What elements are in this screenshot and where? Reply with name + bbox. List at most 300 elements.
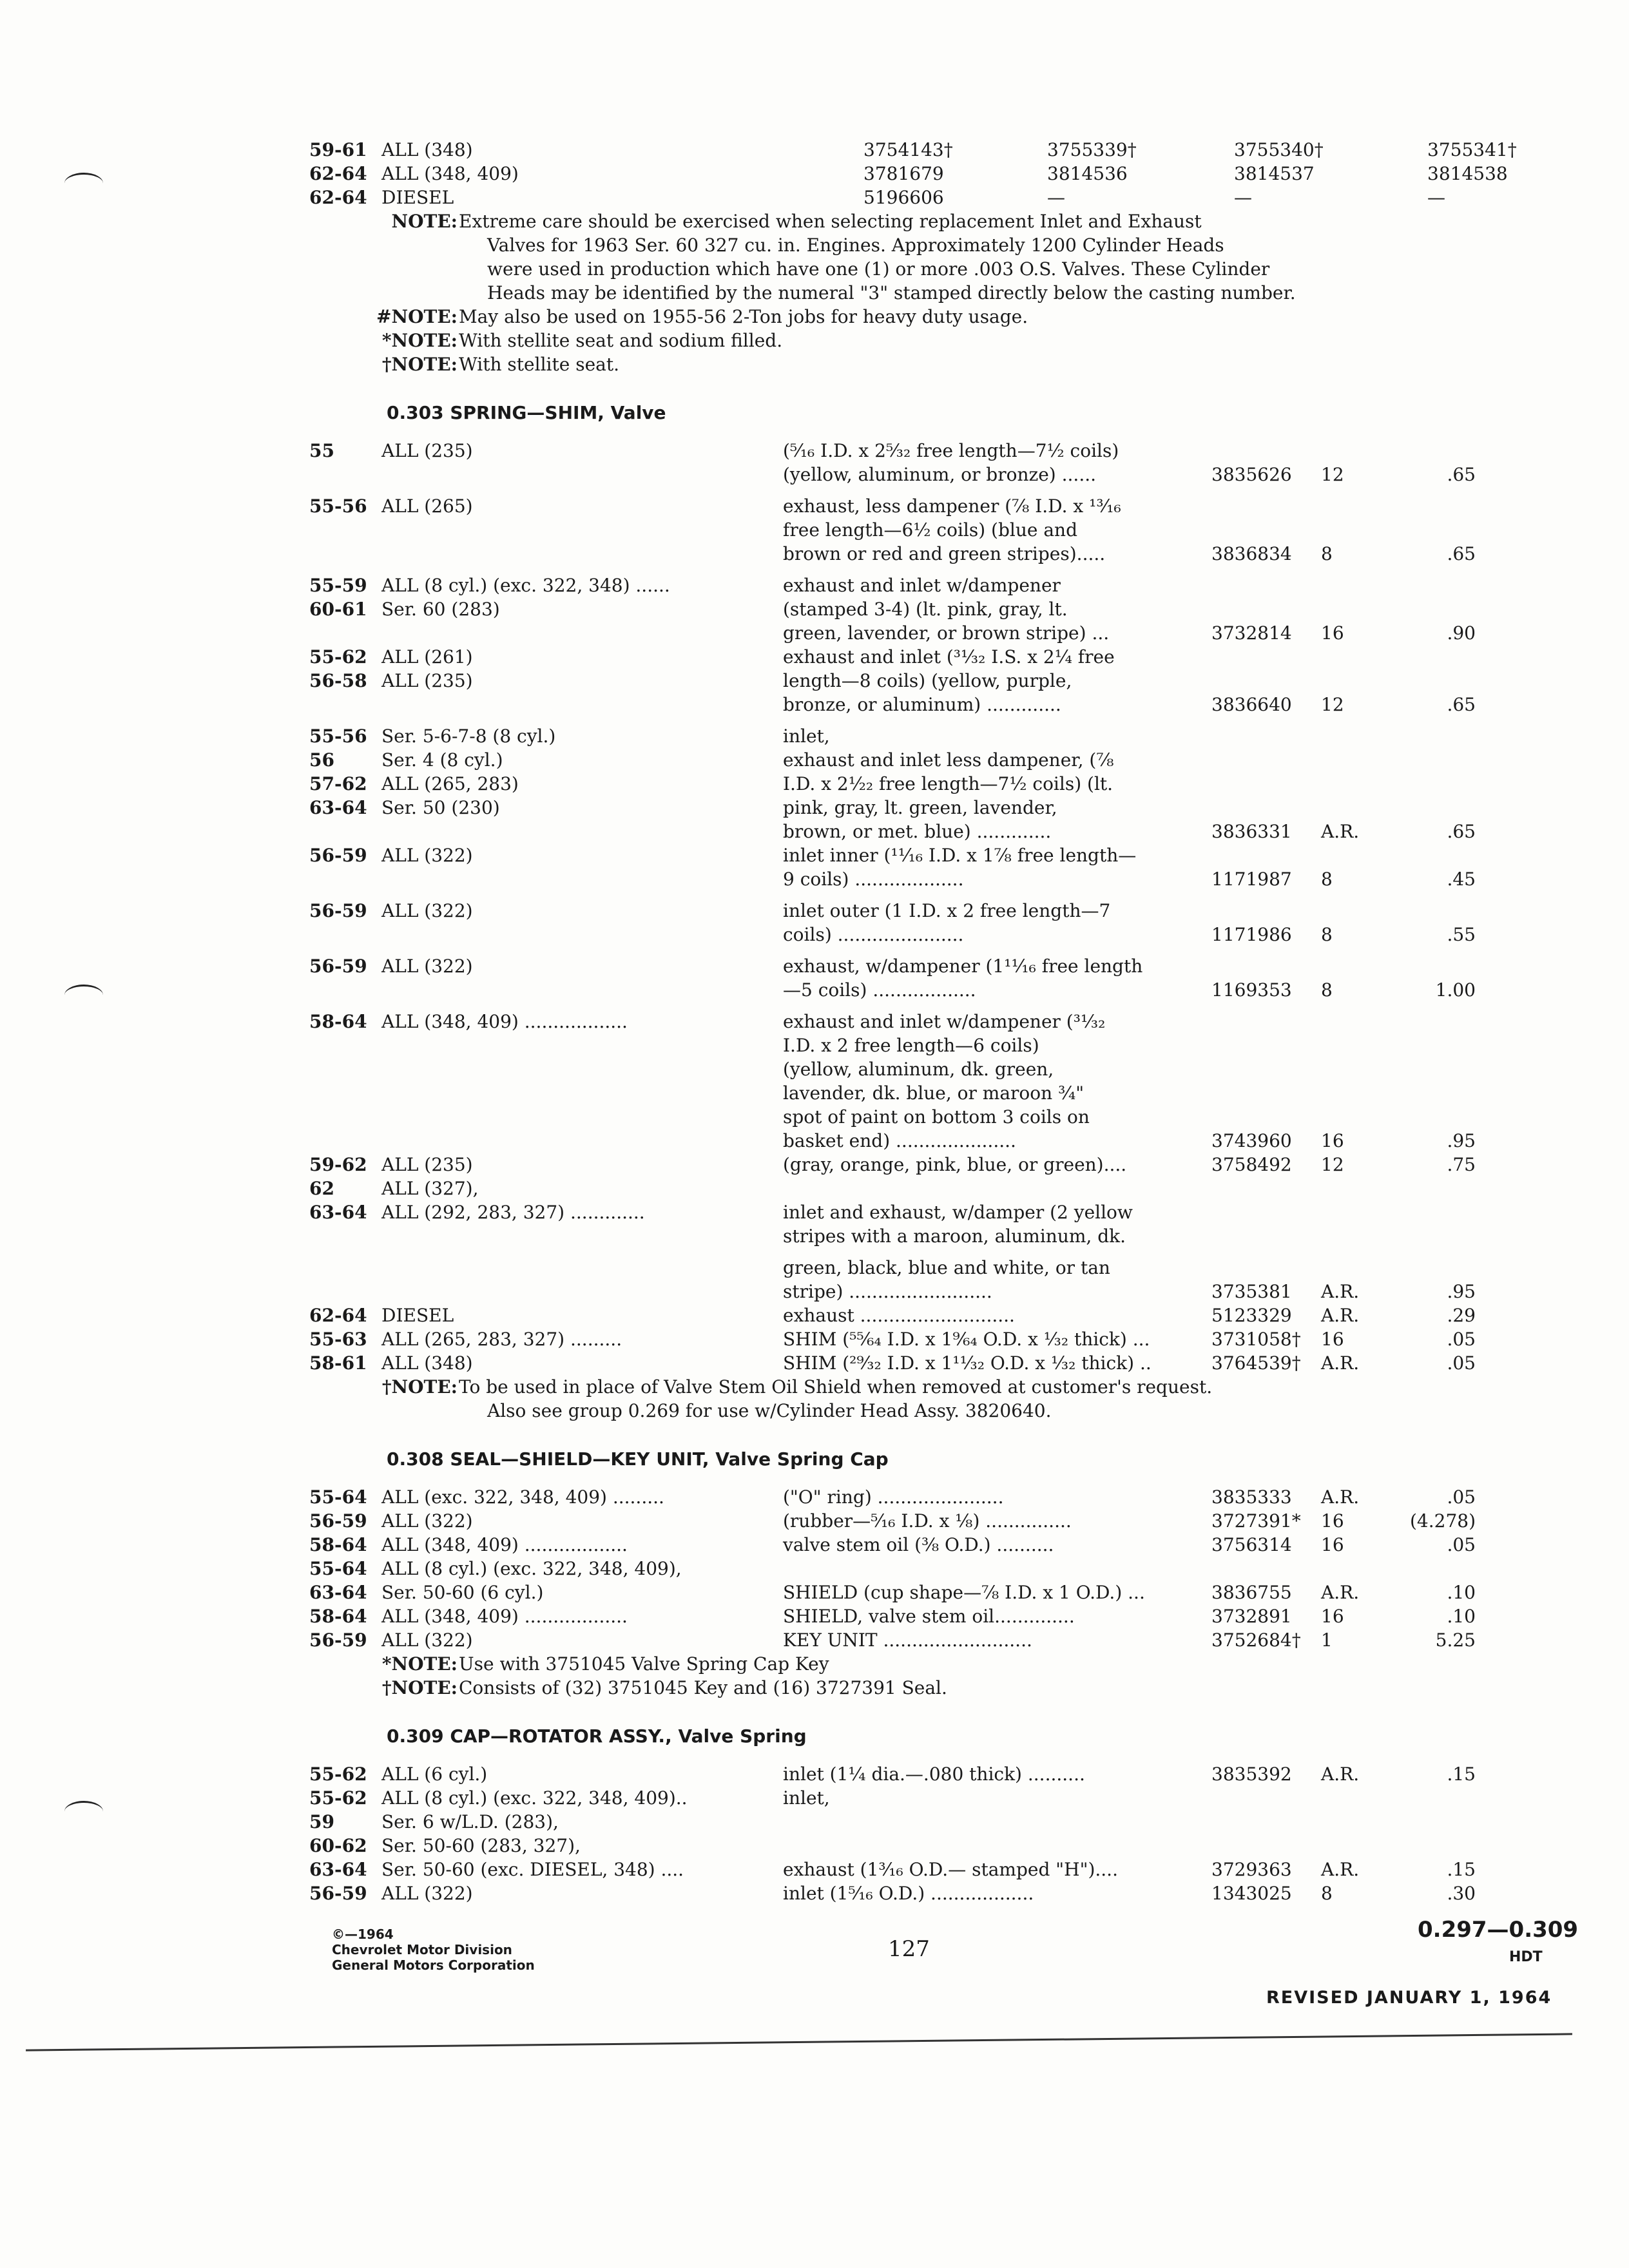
application: DIESEL [381, 187, 454, 208]
year-range: 56-59 [309, 900, 367, 921]
quantity: A.R. [1321, 1305, 1360, 1326]
part-number: 3764539† [1211, 1352, 1301, 1374]
description: SHIELD (cup shape—⅞ I.D. x 1 O.D.) ... [783, 1582, 1145, 1603]
quantity: A.R. [1321, 821, 1360, 842]
quantity: A.R. [1321, 1486, 1360, 1508]
year-range: 58-64 [309, 1606, 367, 1627]
note-line: Valves for 1963 Ser. 60 327 cu. in. Engines. Approximately 1200 Cylinder Heads [487, 235, 1224, 256]
row-gap [296, 716, 1559, 724]
note-line: With stellite seat and sodium filled. [459, 330, 783, 351]
row-gap [296, 566, 1559, 573]
note-line: May also be used on 1955-56 2-Ton jobs for heavy duty usage. [459, 306, 1028, 327]
note-line: Also see group 0.269 for use w/Cylinder Head Assy. 3820640. [487, 1400, 1052, 1421]
description: lavender, dk. blue, or maroon ¾" [783, 1082, 1084, 1104]
part-number: 5196606 [863, 187, 944, 208]
part-row [296, 494, 1559, 518]
note-block [296, 1375, 1559, 1423]
note-block [296, 1652, 1559, 1676]
part-number: 3743960 [1211, 1130, 1292, 1151]
application: Ser. 50-60 (283, 327), [381, 1835, 581, 1856]
price: .65 [1447, 464, 1476, 485]
part-row [296, 1177, 1559, 1200]
part-row [296, 518, 1559, 542]
part-number: 3814536 [1047, 163, 1128, 184]
year-range: 56-58 [309, 670, 367, 691]
part-row [296, 1033, 1559, 1057]
application: ALL (265, 283) [381, 773, 519, 794]
description: (rubber—⁵⁄₁₆ I.D. x ⅛) ............... [783, 1510, 1072, 1532]
price: .15 [1447, 1859, 1476, 1880]
quantity: A.R. [1321, 1859, 1360, 1880]
application: ALL (8 cyl.) (exc. 322, 348, 409), [381, 1558, 682, 1579]
part-number: 3731058† [1211, 1329, 1301, 1350]
year-range: 57-62 [309, 773, 367, 794]
part-row [296, 923, 1559, 947]
note-block [296, 329, 1559, 352]
description: inlet (1¼ dia.—.080 thick) .......... [783, 1763, 1085, 1785]
description: (yellow, aluminum, dk. green, [783, 1059, 1054, 1080]
part-row [296, 1129, 1559, 1153]
row-gap [296, 1248, 1559, 1256]
application: Ser. 60 (283) [381, 599, 500, 620]
description: exhaust and inlet w/dampener (³¹⁄₃₂ [783, 1011, 1106, 1032]
year-range: 56 [309, 749, 334, 771]
description: basket end) ..................... [783, 1130, 1016, 1151]
part-row [296, 1010, 1559, 1033]
year-range: 56-59 [309, 1883, 367, 1904]
note-label: *NOTE: [381, 330, 458, 351]
copyright-block [332, 1927, 535, 1973]
part-number: 3735381 [1211, 1281, 1292, 1302]
part-number: 3729363 [1211, 1859, 1292, 1880]
part-row [296, 954, 1559, 978]
part-row [296, 1105, 1559, 1129]
quantity: 16 [1321, 622, 1344, 644]
year-range: 62-64 [309, 1305, 367, 1326]
description: —5 coils) .................. [783, 979, 976, 1001]
quantity: 16 [1321, 1606, 1344, 1627]
part-number: 3755340† [1234, 139, 1324, 160]
note-line: Heads may be identified by the numeral "3" stamped directly below the casting number. [487, 282, 1296, 303]
description: inlet outer (1 I.D. x 2 free length—7 [783, 900, 1111, 921]
part-number: — [1427, 187, 1445, 208]
year-range: 56-59 [309, 1629, 367, 1651]
part-number: 3727391* [1211, 1510, 1301, 1532]
part-row [296, 1327, 1559, 1351]
description: free length—6½ coils) (blue and [783, 519, 1078, 541]
binder-hole-mark [64, 173, 103, 194]
quantity: 12 [1321, 1154, 1344, 1175]
description: exhaust and inlet less dampener, (⁷⁄₈ [783, 749, 1114, 771]
section-title: 0.303 SPRING—SHIM, Valve [387, 402, 666, 423]
part-row [296, 1881, 1559, 1905]
note-label: *NOTE: [381, 1653, 458, 1675]
application: ALL (348, 409) .................. [381, 1534, 628, 1555]
part-row [296, 1858, 1559, 1881]
valve-row [296, 186, 1559, 209]
part-number: 3836331 [1211, 821, 1292, 842]
application: ALL (348, 409) .................. [381, 1011, 628, 1032]
part-row [296, 1834, 1559, 1858]
note-label: †NOTE: [381, 354, 458, 375]
footer-rule [26, 2033, 1572, 2051]
part-number: 3814538 [1427, 163, 1508, 184]
quantity: A.R. [1321, 1352, 1360, 1374]
description: exhaust ........................... [783, 1305, 1015, 1326]
part-number: 5123329 [1211, 1305, 1292, 1326]
year-range: 58-64 [309, 1534, 367, 1555]
application: ALL (322) [381, 900, 473, 921]
part-row [296, 542, 1559, 566]
quantity: 8 [1321, 924, 1333, 945]
application: ALL (235) [381, 440, 473, 461]
year-range: 55-64 [309, 1486, 367, 1508]
part-row [296, 1509, 1559, 1533]
quantity: 16 [1321, 1329, 1344, 1350]
description: stripe) ......................... [783, 1281, 992, 1302]
description: I.D. x 2½₂ free length—7½ coils) (lt. [783, 773, 1113, 794]
application: Ser. 50 (230) [381, 797, 500, 818]
description: inlet inner (¹¹⁄₁₆ I.D. x 1⅞ free length— [783, 845, 1137, 866]
quantity: 1 [1321, 1629, 1333, 1651]
application: Ser. 50-60 (6 cyl.) [381, 1582, 544, 1603]
price: .75 [1447, 1154, 1476, 1175]
part-row [296, 724, 1559, 748]
price: .95 [1447, 1130, 1476, 1151]
note-line: Use with 3751045 Valve Spring Cap Key [459, 1653, 829, 1675]
application: Ser. 5-6-7-8 (8 cyl.) [381, 726, 556, 747]
part-number: 1171987 [1211, 869, 1292, 890]
year-range: 62-64 [309, 163, 367, 184]
application: Ser. 4 (8 cyl.) [381, 749, 503, 771]
description: inlet, [783, 726, 830, 747]
description: (gray, orange, pink, blue, or green).... [783, 1154, 1127, 1175]
quantity: 16 [1321, 1130, 1344, 1151]
application: ALL (265) [381, 495, 473, 517]
application: Ser. 50-60 (exc. DIESEL, 348) .... [381, 1859, 684, 1880]
year-range: 62 [309, 1178, 334, 1199]
part-number: 3836640 [1211, 694, 1292, 715]
year-range: 55-56 [309, 495, 367, 517]
year-range: 55-62 [309, 1763, 367, 1785]
description: exhaust, less dampener (⁷⁄₈ I.D. x ¹³⁄₁₆ [783, 495, 1121, 517]
application: ALL (327), [381, 1178, 479, 1199]
price: .29 [1447, 1305, 1476, 1326]
application: ALL (265, 283, 327) ......... [381, 1329, 622, 1350]
part-number: — [1234, 187, 1252, 208]
row-gap [296, 486, 1559, 494]
description: bronze, or aluminum) ............. [783, 694, 1061, 715]
quantity: 8 [1321, 543, 1333, 564]
part-number: 3755341† [1427, 139, 1517, 160]
year-range: 62-64 [309, 187, 367, 208]
description: brown, or met. blue) ............. [783, 821, 1052, 842]
part-row [296, 1351, 1559, 1375]
year-range: 55-62 [309, 1787, 367, 1809]
part-row [296, 1786, 1559, 1810]
year-range: 55-63 [309, 1329, 367, 1350]
part-number: 3732891 [1211, 1606, 1292, 1627]
part-number: 3732814 [1211, 622, 1292, 644]
year-range: 63-64 [309, 797, 367, 818]
valve-row [296, 138, 1559, 162]
year-range: 60-61 [309, 599, 367, 620]
row-gap [296, 891, 1559, 899]
quantity: 8 [1321, 869, 1333, 890]
copyright-line: ©—1964 [332, 1927, 394, 1942]
part-row [296, 1557, 1559, 1581]
part-row [296, 1224, 1559, 1248]
part-row [296, 1057, 1559, 1081]
description: exhaust and inlet (³¹⁄₃₂ I.S. x 2¼ free [783, 646, 1115, 668]
quantity: 16 [1321, 1534, 1344, 1555]
year-range: 63-64 [309, 1582, 367, 1603]
description: SHIM (²⁹⁄₃₂ I.D. x 1¹¹⁄₃₂ O.D. x ¹⁄₃₂ thick) .. [783, 1352, 1152, 1374]
application: ALL (292, 283, 327) ............. [381, 1202, 645, 1223]
part-row [296, 820, 1559, 843]
part-number: 3758492 [1211, 1154, 1292, 1175]
part-number: 3752684† [1211, 1629, 1301, 1651]
part-row [296, 621, 1559, 645]
note-label: †NOTE: [381, 1677, 458, 1698]
part-row [296, 899, 1559, 923]
year-range: 56-59 [309, 956, 367, 977]
description: valve stem oil (⅜ O.D.) .......... [783, 1534, 1054, 1555]
description: inlet, [783, 1787, 830, 1809]
part-row [296, 1280, 1559, 1303]
part-row [296, 1581, 1559, 1604]
part-row [296, 772, 1559, 796]
description: brown or red and green stripes)..... [783, 543, 1106, 564]
note-block [296, 305, 1559, 329]
application: ALL (6 cyl.) [381, 1763, 488, 1785]
description: ("O" ring) ...................... [783, 1486, 1004, 1508]
price: .15 [1447, 1763, 1476, 1785]
section-title: 0.308 SEAL—SHIELD—KEY UNIT, Valve Spring Cap [387, 1448, 889, 1470]
application: ALL (261) [381, 646, 473, 668]
year-range: 59 [309, 1811, 334, 1832]
part-number: 3835626 [1211, 464, 1292, 485]
part-row [296, 1200, 1559, 1224]
application: ALL (exc. 322, 348, 409) ......... [381, 1486, 664, 1508]
hdt-label: HDT [1509, 1949, 1543, 1965]
part-number: 3836834 [1211, 543, 1292, 564]
year-range: 56-59 [309, 1510, 367, 1532]
year-range: 63-64 [309, 1202, 367, 1223]
description: 9 coils) ................... [783, 869, 964, 890]
row-gap [296, 1002, 1559, 1010]
application: ALL (8 cyl.) (exc. 322, 348, 409).. [381, 1787, 688, 1809]
part-row [296, 978, 1559, 1002]
application: ALL (348, 409) .................. [381, 1606, 628, 1627]
part-row [296, 1256, 1559, 1280]
price: (4.278) [1409, 1510, 1476, 1532]
price: .90 [1447, 622, 1476, 644]
price: .65 [1447, 821, 1476, 842]
application: ALL (8 cyl.) (exc. 322, 348) ...... [381, 575, 670, 596]
application: ALL (322) [381, 1883, 473, 1904]
note-block [296, 1676, 1559, 1700]
description: inlet (1⁵⁄₁₆ O.D.) .................. [783, 1883, 1034, 1904]
part-row [296, 1628, 1559, 1652]
part-row [296, 1153, 1559, 1177]
application: ALL (322) [381, 1510, 473, 1532]
description: pink, gray, lt. green, lavender, [783, 797, 1057, 818]
part-row [296, 748, 1559, 772]
price: .65 [1447, 694, 1476, 715]
binder-hole-mark [64, 1801, 103, 1822]
part-row [296, 1081, 1559, 1105]
part-number: 3781679 [863, 163, 944, 184]
price: .10 [1447, 1606, 1476, 1627]
quantity: 12 [1321, 464, 1344, 485]
description: I.D. x 2 free length—6 coils) [783, 1035, 1039, 1056]
note-line: With stellite seat. [459, 354, 619, 375]
description: green, lavender, or brown stripe) ... [783, 622, 1110, 644]
description: stripes with a maroon, aluminum, dk. [783, 1225, 1126, 1247]
note-block [296, 209, 1559, 305]
application: DIESEL [381, 1305, 454, 1326]
year-range: 55-62 [309, 646, 367, 668]
description: exhaust and inlet w/dampener [783, 575, 1061, 596]
application: ALL (235) [381, 1154, 473, 1175]
section-title: 0.309 CAP—ROTATOR ASSY., Valve Spring [387, 1725, 807, 1747]
part-number: — [1047, 187, 1065, 208]
application: ALL (348, 409) [381, 163, 519, 184]
application: ALL (348) [381, 139, 473, 160]
part-number: 3754143† [863, 139, 953, 160]
price: .10 [1447, 1582, 1476, 1603]
price: .05 [1447, 1534, 1476, 1555]
part-row [296, 796, 1559, 820]
description: (stamped 3-4) (lt. pink, gray, lt. [783, 599, 1068, 620]
application: ALL (322) [381, 1629, 473, 1651]
part-row [296, 1604, 1559, 1628]
row-gap [296, 947, 1559, 954]
application: ALL (322) [381, 956, 473, 977]
note-block [296, 352, 1559, 376]
price: 1.00 [1435, 979, 1476, 1001]
application: ALL (322) [381, 845, 473, 866]
year-range: 55-59 [309, 575, 367, 596]
price: .05 [1447, 1352, 1476, 1374]
price: .05 [1447, 1486, 1476, 1508]
year-range: 60-62 [309, 1835, 367, 1856]
description: spot of paint on bottom 3 coils on [783, 1106, 1090, 1128]
description: (yellow, aluminum, or bronze) ...... [783, 464, 1097, 485]
quantity: A.R. [1321, 1281, 1360, 1302]
part-row [296, 1485, 1559, 1509]
valve-row [296, 162, 1559, 186]
price: .45 [1447, 869, 1476, 890]
year-range: 55-56 [309, 726, 367, 747]
part-number: 3814537 [1234, 163, 1315, 184]
description: length—8 coils) (yellow, purple, [783, 670, 1072, 691]
part-number: 1343025 [1211, 1883, 1292, 1904]
price: 5.25 [1435, 1629, 1476, 1651]
copyright-line: General Motors Corporation [332, 1957, 535, 1973]
price: .55 [1447, 924, 1476, 945]
note-line: were used in production which have one (1) or more .003 O.S. Valves. These Cylinder [487, 258, 1270, 280]
page-number: 127 [888, 1936, 930, 1962]
description: SHIM (⁵⁵⁄₆₄ I.D. x 1⁹⁄₆₄ O.D. x ¹⁄₃₂ thick) ... [783, 1329, 1150, 1350]
year-range: 56-59 [309, 845, 367, 866]
part-number: 1169353 [1211, 979, 1292, 1001]
part-row [296, 693, 1559, 716]
quantity: 16 [1321, 1510, 1344, 1532]
year-range: 55 [309, 440, 334, 461]
description: green, black, blue and white, or tan [783, 1257, 1110, 1278]
copyright-line: Chevrolet Motor Division [332, 1942, 512, 1957]
revised-date: REVISED JANUARY 1, 1964 [1266, 1988, 1552, 2008]
part-number: 3755339† [1047, 139, 1137, 160]
description: exhaust, w/dampener (1¹¹⁄₁₆ free length [783, 956, 1143, 977]
part-row [296, 645, 1559, 669]
part-number: 3836755 [1211, 1582, 1292, 1603]
application: ALL (348) [381, 1352, 473, 1374]
description: SHIELD, valve stem oil.............. [783, 1606, 1075, 1627]
note-line: Consists of (32) 3751045 Key and (16) 3727391 Seal. [459, 1677, 947, 1698]
price: .30 [1447, 1883, 1476, 1904]
year-range: 59-62 [309, 1154, 367, 1175]
part-row [296, 1303, 1559, 1327]
description: coils) ...................... [783, 924, 964, 945]
note-label: #NOTE: [376, 306, 458, 327]
description: inlet and exhaust, w/damper (2 yellow [783, 1202, 1133, 1223]
quantity: 12 [1321, 694, 1344, 715]
quantity: A.R. [1321, 1763, 1360, 1785]
application: Ser. 6 w/L.D. (283), [381, 1811, 559, 1832]
binder-hole-mark [64, 985, 103, 1006]
price: .95 [1447, 1281, 1476, 1302]
note-line: Extreme care should be exercised when selecting replacement Inlet and Exhaust [459, 211, 1202, 232]
part-number: 1171986 [1211, 924, 1292, 945]
quantity: A.R. [1321, 1582, 1360, 1603]
note-label: NOTE: [391, 211, 458, 232]
parts-list [296, 138, 1559, 1905]
quantity: 8 [1321, 1883, 1333, 1904]
part-row [296, 1762, 1559, 1786]
note-line: To be used in place of Valve Stem Oil Shield when removed at customer's request. [459, 1376, 1213, 1398]
year-range: 59-61 [309, 139, 367, 160]
part-row [296, 1810, 1559, 1834]
part-row [296, 463, 1559, 486]
description: (⁵⁄₁₆ I.D. x 2⁵⁄₃₂ free length—7½ coils) [783, 440, 1119, 461]
description: exhaust (1³⁄₁₆ O.D.— stamped "H").... [783, 1859, 1118, 1880]
part-row [296, 439, 1559, 463]
year-range: 63-64 [309, 1859, 367, 1880]
year-range: 55-64 [309, 1558, 367, 1579]
note-label: †NOTE: [381, 1376, 458, 1398]
description: KEY UNIT .......................... [783, 1629, 1032, 1651]
part-row [296, 867, 1559, 891]
price: .05 [1447, 1329, 1476, 1350]
year-range: 58-61 [309, 1352, 367, 1374]
year-range: 58-64 [309, 1011, 367, 1032]
group-range: 0.297—0.309 [1418, 1917, 1579, 1943]
part-number: 3835392 [1211, 1763, 1292, 1785]
part-row [296, 669, 1559, 693]
price: .65 [1447, 543, 1476, 564]
quantity: 8 [1321, 979, 1333, 1001]
part-number: 3835333 [1211, 1486, 1292, 1508]
part-row [296, 597, 1559, 621]
part-row [296, 1533, 1559, 1557]
part-row [296, 573, 1559, 597]
part-number: 3756314 [1211, 1534, 1292, 1555]
part-row [296, 843, 1559, 867]
application: ALL (235) [381, 670, 473, 691]
